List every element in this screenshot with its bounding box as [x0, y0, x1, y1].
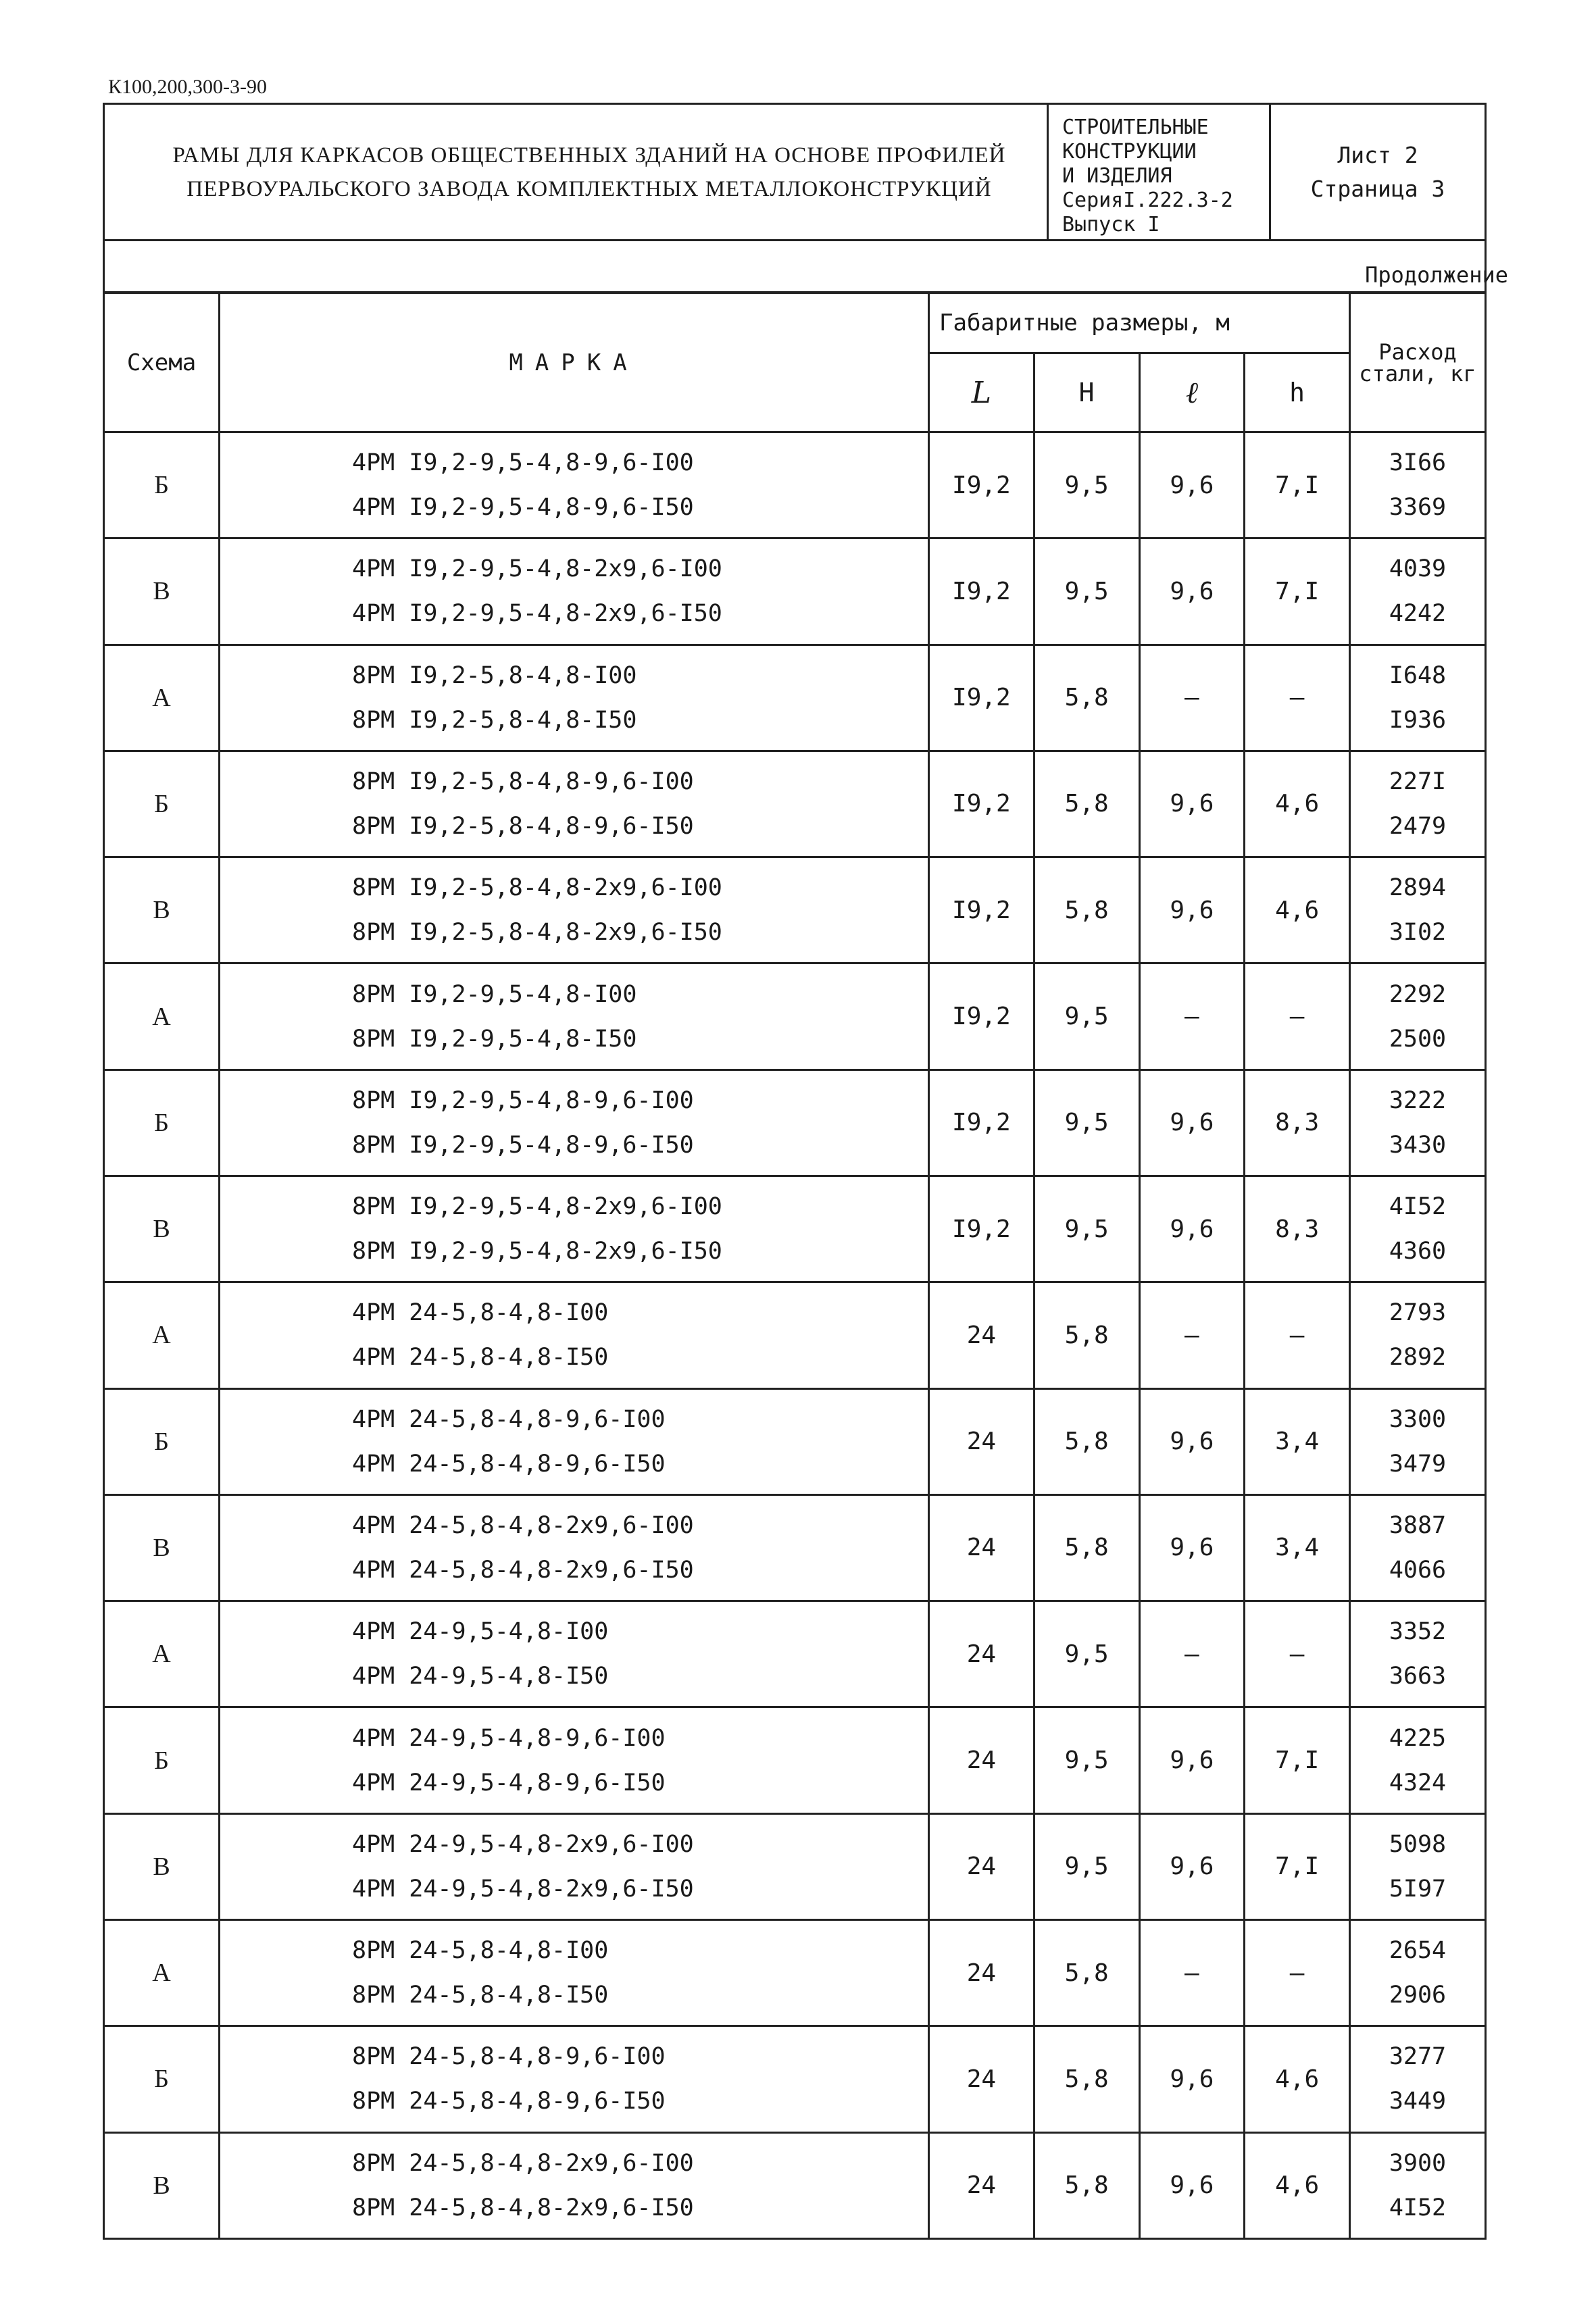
steel-value: 2906 — [1389, 1982, 1447, 2009]
steel-cell — [1350, 1070, 1486, 1176]
table-row — [104, 1070, 1486, 1176]
steel-value: 2892 — [1389, 1344, 1447, 1372]
L-cell: 24 — [929, 1707, 1034, 1813]
series-line: И ИЗДЕЛИЯ — [1062, 164, 1172, 188]
steel-value: 4039 — [1389, 555, 1447, 583]
header-schema: Схема — [104, 293, 220, 432]
continuation-label: Продолжение — [1365, 262, 1508, 288]
h-cell: 3,4 — [1245, 1494, 1350, 1601]
schema-cell: А — [104, 963, 220, 1070]
H-cell: 9,5 — [1034, 963, 1139, 1070]
l-cell: 9,6 — [1139, 2026, 1245, 2132]
l-cell: 9,6 — [1139, 432, 1245, 538]
h-cell: 4,6 — [1245, 2026, 1350, 2132]
table-row — [104, 751, 1486, 857]
schema-cell: В — [104, 2132, 220, 2239]
steel-value: 3369 — [1389, 494, 1447, 522]
h-cell: 4,6 — [1245, 2132, 1350, 2239]
table-row — [104, 1388, 1486, 1494]
marka-cell — [220, 1388, 929, 1494]
marka-line: 4РМ 24-5,8-4,8-2х9,6-I50 — [352, 1556, 694, 1584]
schema-cell: В — [104, 1176, 220, 1282]
H-cell: 5,8 — [1034, 751, 1139, 857]
L-cell: I9,2 — [929, 751, 1034, 857]
l-cell: 9,6 — [1139, 1813, 1245, 1919]
h-cell: 4,6 — [1245, 857, 1350, 963]
H-cell: 9,5 — [1034, 432, 1139, 538]
table-row — [104, 1919, 1486, 2026]
table-row — [104, 1494, 1486, 1601]
schema-cell: Б — [104, 2026, 220, 2132]
H-cell: 9,5 — [1034, 1707, 1139, 1813]
marka-line: 4РМ 24-9,5-4,8-9,6-I00 — [352, 1724, 666, 1752]
table-row — [104, 1601, 1486, 1707]
L-cell: I9,2 — [929, 857, 1034, 963]
marka-line: 8РМ 24-5,8-4,8-9,6-I50 — [352, 2088, 666, 2115]
L-cell: I9,2 — [929, 432, 1034, 538]
marka-line: 4РМ 24-9,5-4,8-2х9,6-I50 — [352, 1875, 694, 1903]
l-cell: 9,6 — [1139, 1494, 1245, 1601]
l-cell: – — [1139, 1601, 1245, 1707]
marka-cell — [220, 1707, 929, 1813]
marka-line: 4РМ I9,2-9,5-4,8-2х9,6-I50 — [352, 600, 722, 628]
table-row — [104, 1176, 1486, 1282]
steel-cell — [1350, 1176, 1486, 1282]
h-cell: 7,I — [1245, 432, 1350, 538]
header-steel: Расход стали, кг — [1350, 293, 1486, 432]
H-cell: 9,5 — [1034, 1176, 1139, 1282]
L-cell: 24 — [929, 2132, 1034, 2239]
marka-cell — [220, 538, 929, 645]
h-cell: 8,3 — [1245, 1176, 1350, 1282]
steel-value: 2292 — [1389, 980, 1447, 1008]
marka-line: 8РМ I9,2-5,8-4,8-I50 — [352, 706, 637, 734]
H-cell: 5,8 — [1034, 1919, 1139, 2026]
table-row — [104, 432, 1486, 538]
steel-value: 3I02 — [1389, 919, 1447, 947]
steel-value: 2479 — [1389, 812, 1447, 840]
marka-cell — [220, 645, 929, 751]
L-cell: I9,2 — [929, 1176, 1034, 1282]
table-row — [104, 538, 1486, 645]
steel-value: 3430 — [1389, 1131, 1447, 1159]
header-H: Н — [1034, 353, 1139, 432]
steel-value: 3222 — [1389, 1086, 1447, 1114]
marka-line: 8РМ 24-5,8-4,8-I50 — [352, 1982, 609, 2009]
marka-line: 4РМ I9,2-9,5-4,8-9,6-I00 — [352, 449, 694, 477]
schema-cell: В — [104, 857, 220, 963]
marka-cell — [220, 857, 929, 963]
marka-line: 8РМ I9,2-5,8-4,8-9,6-I50 — [352, 812, 694, 840]
marka-line: 8РМ I9,2-9,5-4,8-I00 — [352, 980, 637, 1008]
steel-value: 4360 — [1389, 1238, 1447, 1265]
table-row — [104, 645, 1486, 751]
marka-line: 4РМ 24-9,5-4,8-I00 — [352, 1618, 609, 1646]
steel-value: I648 — [1389, 661, 1447, 689]
l-cell: – — [1139, 645, 1245, 751]
h-cell: – — [1245, 1601, 1350, 1707]
h-cell: – — [1245, 1282, 1350, 1388]
frames-table — [103, 292, 1487, 2240]
steel-value: 4I52 — [1389, 1193, 1447, 1221]
schema-cell: Б — [104, 432, 220, 538]
h-cell: 3,4 — [1245, 1388, 1350, 1494]
schema-cell: В — [104, 1494, 220, 1601]
steel-value: 227I — [1389, 768, 1447, 795]
steel-value: 5098 — [1389, 1830, 1447, 1858]
L-cell: 24 — [929, 1601, 1034, 1707]
steel-cell — [1350, 538, 1486, 645]
steel-cell — [1350, 2026, 1486, 2132]
steel-value: 4242 — [1389, 600, 1447, 628]
h-cell: – — [1245, 1919, 1350, 2026]
H-cell: 5,8 — [1034, 645, 1139, 751]
table-row — [104, 2026, 1486, 2132]
marka-cell — [220, 1176, 929, 1282]
h-cell: – — [1245, 963, 1350, 1070]
marka-cell — [220, 1919, 929, 2026]
steel-value: 3277 — [1389, 2043, 1447, 2071]
table-body — [104, 432, 1486, 2239]
document-title — [103, 103, 1049, 241]
series-block — [1047, 103, 1271, 241]
steel-value: 3I66 — [1389, 449, 1447, 477]
steel-cell — [1350, 432, 1486, 538]
l-cell: – — [1139, 1282, 1245, 1388]
marka-line: 8РМ I9,2-9,5-4,8-2х9,6-I00 — [352, 1193, 722, 1221]
l-cell: 9,6 — [1139, 1070, 1245, 1176]
marka-cell — [220, 1070, 929, 1176]
steel-cell — [1350, 1282, 1486, 1388]
table-row — [104, 963, 1486, 1070]
marka-line: 4РМ 24-9,5-4,8-2х9,6-I00 — [352, 1830, 694, 1858]
header-l: ℓ — [1139, 353, 1245, 432]
H-cell: 5,8 — [1034, 2132, 1139, 2239]
steel-cell — [1350, 1919, 1486, 2026]
marka-line: 4РМ I9,2-9,5-4,8-9,6-I50 — [352, 494, 694, 522]
steel-value: 3479 — [1389, 1450, 1447, 1478]
marka-line: 8РМ I9,2-9,5-4,8-2х9,6-I50 — [352, 1238, 722, 1265]
L-cell: 24 — [929, 1282, 1034, 1388]
steel-value: 3352 — [1389, 1618, 1447, 1646]
L-cell: 24 — [929, 1494, 1034, 1601]
steel-cell — [1350, 1813, 1486, 1919]
H-cell: 9,5 — [1034, 1070, 1139, 1176]
header-L: L — [929, 353, 1034, 432]
table-row — [104, 2132, 1486, 2239]
marka-line: 4РМ I9,2-9,5-4,8-2х9,6-I00 — [352, 555, 722, 583]
h-cell: – — [1245, 645, 1350, 751]
marka-line: 8РМ I9,2-5,8-4,8-9,6-I00 — [352, 768, 694, 795]
schema-cell: А — [104, 1919, 220, 2026]
marka-line: 8РМ I9,2-5,8-4,8-2х9,6-I50 — [352, 919, 722, 947]
steel-cell — [1350, 1494, 1486, 1601]
table-row — [104, 1707, 1486, 1813]
marka-cell — [220, 2026, 929, 2132]
L-cell: I9,2 — [929, 645, 1034, 751]
series-line: КОНСТРУКЦИИ — [1062, 140, 1197, 164]
steel-value: I936 — [1389, 706, 1447, 734]
steel-cell — [1350, 645, 1486, 751]
schema-cell: Б — [104, 1388, 220, 1494]
h-cell: 7,I — [1245, 538, 1350, 645]
schema-cell: Б — [104, 751, 220, 857]
schema-cell: Б — [104, 1070, 220, 1176]
l-cell: 9,6 — [1139, 1176, 1245, 1282]
steel-cell — [1350, 963, 1486, 1070]
schema-cell: А — [104, 645, 220, 751]
header-marka: МАРКА — [220, 293, 929, 432]
steel-value: 3300 — [1389, 1405, 1447, 1433]
steel-value: 4324 — [1389, 1769, 1447, 1796]
marka-line: 8РМ I9,2-5,8-4,8-2х9,6-I00 — [352, 874, 722, 902]
steel-value: 4225 — [1389, 1724, 1447, 1752]
sheet-number: Лист 2 — [1337, 141, 1418, 168]
H-cell: 5,8 — [1034, 857, 1139, 963]
table-row — [104, 1813, 1486, 1919]
title-line: ПЕРВОУРАЛЬСКОГО ЗАВОДА КОМПЛЕКТНЫХ МЕТАЛЛОКОНСТРУКЦИЙ — [186, 176, 992, 201]
l-cell: – — [1139, 1919, 1245, 2026]
H-cell: 5,8 — [1034, 1282, 1139, 1388]
marka-line: 4РМ 24-5,8-4,8-2х9,6-I00 — [352, 1511, 694, 1539]
marka-cell — [220, 1282, 929, 1388]
H-cell: 5,8 — [1034, 2026, 1139, 2132]
steel-value: 3449 — [1389, 2088, 1447, 2115]
schema-cell: Б — [104, 1707, 220, 1813]
L-cell: 24 — [929, 1813, 1034, 1919]
series-line: СерияI.222.3-2 — [1062, 188, 1233, 212]
marka-cell — [220, 2132, 929, 2239]
l-cell: 9,6 — [1139, 538, 1245, 645]
marka-line: 8РМ I9,2-9,5-4,8-9,6-I50 — [352, 1131, 694, 1159]
marka-line: 8РМ I9,2-9,5-4,8-9,6-I00 — [352, 1086, 694, 1114]
steel-value: 2793 — [1389, 1299, 1447, 1327]
steel-cell — [1350, 1388, 1486, 1494]
marka-line: 8РМ 24-5,8-4,8-2х9,6-I00 — [352, 2149, 694, 2177]
h-cell: 8,3 — [1245, 1070, 1350, 1176]
schema-cell: А — [104, 1601, 220, 1707]
l-cell: 9,6 — [1139, 751, 1245, 857]
schema-cell: В — [104, 1813, 220, 1919]
table-row — [104, 857, 1486, 963]
header-h: h — [1245, 353, 1350, 432]
marka-line: 8РМ 24-5,8-4,8-9,6-I00 — [352, 2043, 666, 2071]
marka-cell — [220, 751, 929, 857]
H-cell: 9,5 — [1034, 1813, 1139, 1919]
marka-line: 4РМ 24-9,5-4,8-9,6-I50 — [352, 1769, 666, 1796]
marka-line: 4РМ 24-9,5-4,8-I50 — [352, 1663, 609, 1690]
L-cell: I9,2 — [929, 538, 1034, 645]
marka-cell — [220, 963, 929, 1070]
steel-value: 5I97 — [1389, 1875, 1447, 1903]
L-cell: I9,2 — [929, 1070, 1034, 1176]
series-line: Выпуск I — [1062, 213, 1160, 236]
schema-cell: В — [104, 538, 220, 645]
steel-value: 2894 — [1389, 874, 1447, 902]
steel-cell — [1350, 2132, 1486, 2239]
marka-line: 4РМ 24-5,8-4,8-9,6-I50 — [352, 1450, 666, 1478]
H-cell: 5,8 — [1034, 1388, 1139, 1494]
table-row — [104, 1282, 1486, 1388]
steel-value: 3900 — [1389, 2149, 1447, 2177]
l-cell: 9,6 — [1139, 857, 1245, 963]
header-dimensions: Габаритные размеры, м — [929, 293, 1350, 353]
steel-cell — [1350, 751, 1486, 857]
h-cell: 7,I — [1245, 1813, 1350, 1919]
marka-line: 4РМ 24-5,8-4,8-9,6-I00 — [352, 1405, 666, 1433]
steel-cell — [1350, 1601, 1486, 1707]
h-cell: 4,6 — [1245, 751, 1350, 857]
H-cell: 5,8 — [1034, 1494, 1139, 1601]
L-cell: 24 — [929, 1388, 1034, 1494]
L-cell: 24 — [929, 1919, 1034, 2026]
L-cell: I9,2 — [929, 963, 1034, 1070]
series-line: СТРОИТЕЛЬНЫЕ — [1062, 116, 1209, 139]
marka-cell — [220, 432, 929, 538]
steel-value: 3887 — [1389, 1511, 1447, 1539]
marka-line: 8РМ I9,2-9,5-4,8-I50 — [352, 1025, 637, 1053]
marka-line: 4РМ 24-5,8-4,8-I50 — [352, 1344, 609, 1372]
marka-cell — [220, 1494, 929, 1601]
sheet-block — [1269, 103, 1487, 241]
marka-line: 8РМ 24-5,8-4,8-I00 — [352, 1937, 609, 1965]
steel-value: 4066 — [1389, 1556, 1447, 1584]
H-cell: 9,5 — [1034, 538, 1139, 645]
marka-line: 8РМ 24-5,8-4,8-2х9,6-I50 — [352, 2194, 694, 2221]
l-cell: 9,6 — [1139, 1707, 1245, 1813]
steel-value: 2654 — [1389, 1937, 1447, 1965]
steel-cell — [1350, 857, 1486, 963]
title-line: РАМЫ ДЛЯ КАРКАСОВ ОБЩЕСТВЕННЫХ ЗДАНИЙ НА ОСНОВЕ ПРОФИЛЕЙ — [172, 143, 1006, 168]
document-code: К100,200,300-3-90 — [108, 76, 267, 98]
H-cell: 9,5 — [1034, 1601, 1139, 1707]
marka-cell — [220, 1813, 929, 1919]
marka-cell — [220, 1601, 929, 1707]
steel-cell — [1350, 1707, 1486, 1813]
steel-value: 2500 — [1389, 1025, 1447, 1053]
l-cell: 9,6 — [1139, 2132, 1245, 2239]
l-cell: – — [1139, 963, 1245, 1070]
continuation-band — [103, 239, 1487, 293]
L-cell: 24 — [929, 2026, 1034, 2132]
marka-line: 4РМ 24-5,8-4,8-I00 — [352, 1299, 609, 1327]
steel-value: 4I52 — [1389, 2194, 1447, 2221]
page-number: Страница 3 — [1310, 175, 1445, 202]
l-cell: 9,6 — [1139, 1388, 1245, 1494]
h-cell: 7,I — [1245, 1707, 1350, 1813]
steel-value: 3663 — [1389, 1663, 1447, 1690]
marka-line: 8РМ I9,2-5,8-4,8-I00 — [352, 661, 637, 689]
schema-cell: А — [104, 1282, 220, 1388]
